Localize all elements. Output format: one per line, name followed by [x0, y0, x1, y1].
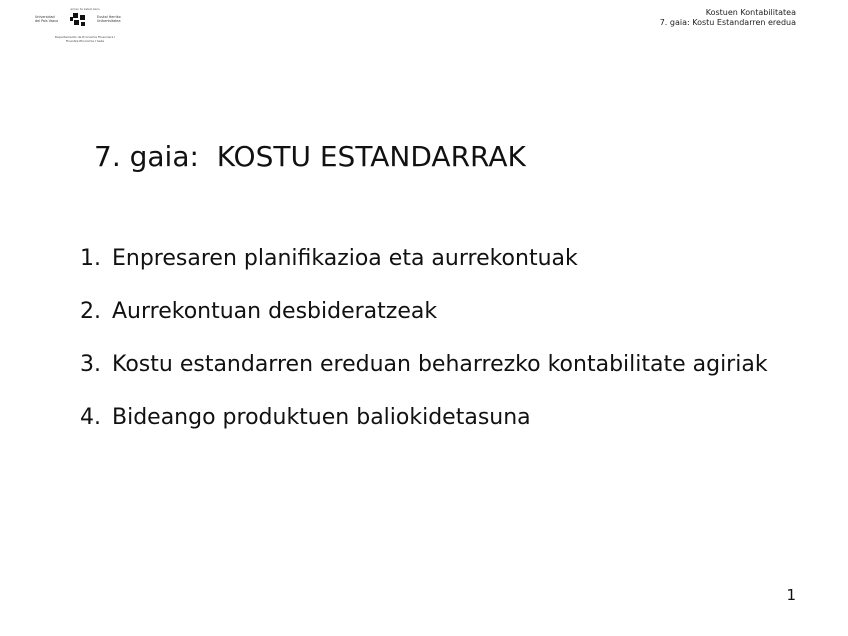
logo-left-line1: Universidad [35, 15, 55, 19]
topic-number: 3. [80, 352, 101, 377]
topic-number: 1. [80, 246, 101, 271]
course-name: Kostuen Kontabilitatea [705, 8, 796, 17]
slide-title: 7. gaia: KOSTU ESTANDARRAK [94, 140, 526, 173]
university-logo [30, 6, 140, 56]
topic-list [80, 238, 780, 450]
topic-number: 4. [80, 405, 101, 430]
topic-number: 2. [80, 299, 101, 324]
logo-right-line2: Unibertsitatea [97, 19, 121, 23]
topic-item [80, 344, 780, 386]
logo-dept-line2: Finantza Ekonomia I Saila [65, 39, 105, 43]
topic-text: Aurrekontuan desbideratzeak [112, 299, 438, 324]
topic-item [80, 397, 780, 439]
logo-right-line1: Euskal Herriko [97, 15, 121, 19]
page-number: 1 [786, 586, 796, 604]
logo-top-text: eman ta zabal zazu [70, 7, 100, 11]
logo-left-line2: del País Vasco [35, 19, 59, 23]
chapter-name: 7. gaia: Kostu Estandarren eredua [659, 18, 796, 27]
topic-text: Kostu estandarren ereduan beharrezko kontabilitate agiriak [112, 352, 768, 377]
slide-header [660, 8, 796, 28]
topic-item [80, 238, 780, 280]
logo-dept-line1: Departamento de Economía Financiera I [54, 35, 116, 39]
topic-text: Bideango produktuen baliokidetasuna [112, 405, 531, 430]
topic-item [80, 291, 780, 333]
topic-text: Enpresaren planifikazioa eta aurrekontuak [112, 246, 578, 271]
emblem-icon [70, 13, 85, 26]
